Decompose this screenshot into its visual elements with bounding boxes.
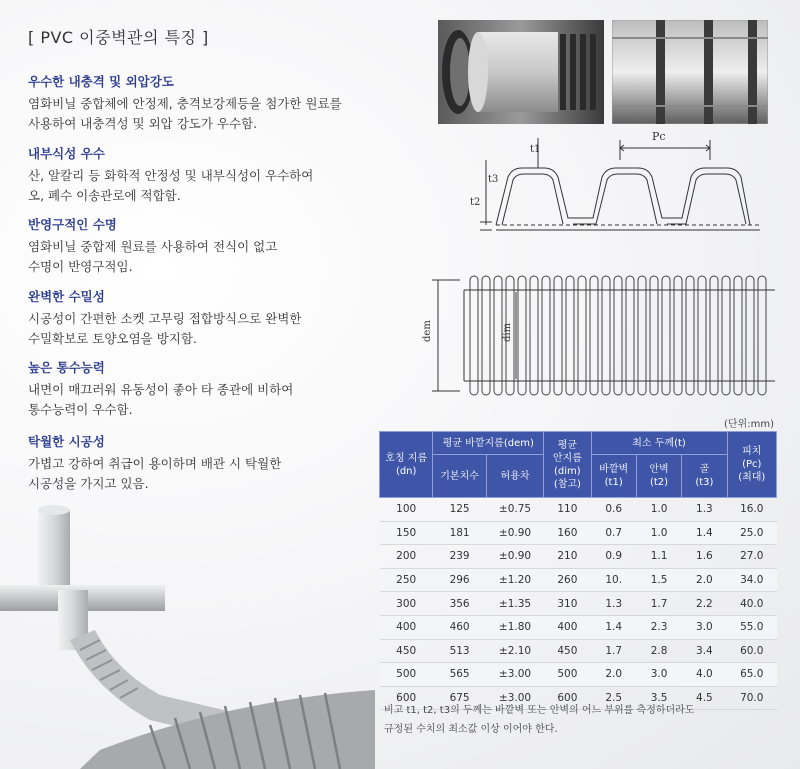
pipe-rib xyxy=(494,276,502,395)
pipe-fitting-photo xyxy=(0,490,375,769)
table-cell: ±1.35 xyxy=(486,592,543,616)
pipe-rib xyxy=(602,276,610,395)
pipe-rib xyxy=(614,276,622,395)
table-cell: 0.9 xyxy=(591,545,636,569)
feature-heading: 내부식성 우수 xyxy=(28,146,105,161)
table-cell: 125 xyxy=(433,498,486,522)
pipe-rib xyxy=(566,276,574,395)
pipe-rib xyxy=(662,276,670,395)
table-cell: 1.7 xyxy=(591,639,636,663)
unit-label: (단위:mm) xyxy=(724,419,774,430)
feature-text: 산, 알칼리 등 화학적 안정성 및 내부식성이 우수하여 오, 폐수 이송관로에 적합함. xyxy=(28,168,314,203)
table-cell: 260 xyxy=(544,568,591,592)
table-cell: 70.0 xyxy=(727,686,776,710)
pipe-rib xyxy=(638,276,646,395)
pipe-rib xyxy=(758,276,766,395)
spec-table xyxy=(379,431,777,710)
dem-label: dem xyxy=(422,320,433,342)
table-cell: 210 xyxy=(544,545,591,569)
header-inner-wall: 안벽 (t2) xyxy=(636,455,681,498)
pipe-rib xyxy=(710,276,718,395)
table-cell: 450 xyxy=(544,639,591,663)
table-row xyxy=(380,498,777,522)
feature-heading: 탁월한 시공성 xyxy=(28,434,105,449)
table-row xyxy=(380,663,777,687)
table-cell: 400 xyxy=(380,615,433,639)
table-cell: 310 xyxy=(544,592,591,616)
feature-text: 시공성이 간편한 소켓 고무링 접합방식으로 완벽한 수밀확보로 토양오염을 방지함. xyxy=(28,311,302,346)
table-row xyxy=(380,639,777,663)
feature-impact-strength xyxy=(28,72,378,134)
table-cell: 400 xyxy=(544,615,591,639)
pipe-rib xyxy=(698,276,706,395)
table-cell: 2.0 xyxy=(591,663,636,687)
table-cell: 1.6 xyxy=(682,545,727,569)
pipe-rib xyxy=(722,276,730,395)
table-cell: 500 xyxy=(544,663,591,687)
table-cell: 110 xyxy=(544,498,591,522)
table-cell: 2.3 xyxy=(636,615,681,639)
header-min-thickness: 최소 두께(t) xyxy=(591,432,727,455)
feature-flow-capacity xyxy=(28,358,378,420)
table-cell: 25.0 xyxy=(727,521,776,545)
table-cell: 65.0 xyxy=(727,663,776,687)
dim-label: dim xyxy=(502,322,513,342)
table-cell: 500 xyxy=(380,663,433,687)
pipe-rib xyxy=(542,276,550,395)
table-row xyxy=(380,521,777,545)
footnote: 비고 t1, t2, t3의 두께는 바깥벽 또는 안벽의 어느 부위를 측정하더라도 규정된 수치의 최소값 이상 이어야 한다. xyxy=(384,705,695,735)
t2-label: t2 xyxy=(470,197,481,208)
table-cell: 2.5 xyxy=(591,686,636,710)
table-cell: 513 xyxy=(433,639,486,663)
table-row xyxy=(380,545,777,569)
table-cell: 460 xyxy=(433,615,486,639)
pipe-rib xyxy=(626,276,634,395)
table-cell: 1.0 xyxy=(636,498,681,522)
feature-watertightness xyxy=(28,287,378,349)
pipe-rib xyxy=(686,276,694,395)
pipe-rib xyxy=(518,276,526,395)
feature-text: 염화비닐 중합제 원료를 사용하여 전식이 없고 수명이 반영구적임. xyxy=(28,239,278,274)
table-cell: ±3.00 xyxy=(486,686,543,710)
table-cell: 4.0 xyxy=(682,663,727,687)
pipe-socket-photo xyxy=(438,20,604,124)
table-cell: 1.7 xyxy=(636,592,681,616)
table-cell: 2.0 xyxy=(682,568,727,592)
pipe-rib xyxy=(734,276,742,395)
feature-heading: 높은 통수능력 xyxy=(28,360,105,375)
header-pitch: 피치 (Pc) (최대) xyxy=(727,432,776,498)
table-cell: 40.0 xyxy=(727,592,776,616)
feature-heading: 우수한 내충격 및 외압강도 xyxy=(28,74,174,89)
table-cell: 675 xyxy=(433,686,486,710)
table-cell: 600 xyxy=(380,686,433,710)
feature-workability xyxy=(28,432,378,494)
table-row xyxy=(380,592,777,616)
table-row xyxy=(380,568,777,592)
table-cell: 0.7 xyxy=(591,521,636,545)
feature-text: 내면이 매끄러워 유동성이 좋아 타 종관에 비하여 통수능력이 우수함. xyxy=(28,382,294,417)
table-cell: ±0.90 xyxy=(486,521,543,545)
table-cell: ±0.75 xyxy=(486,498,543,522)
table-cell: 150 xyxy=(380,521,433,545)
t1-label: t1 xyxy=(530,144,541,155)
page-title: [ PVC 이중벽관의 특징 ] xyxy=(28,28,209,47)
table-cell: 565 xyxy=(433,663,486,687)
feature-lifespan xyxy=(28,215,378,277)
pipe-rib xyxy=(578,276,586,395)
table-cell: ±0.90 xyxy=(486,545,543,569)
table-cell: 1.1 xyxy=(636,545,681,569)
table-cell: 60.0 xyxy=(727,639,776,663)
table-cell: 200 xyxy=(380,545,433,569)
table-cell: 250 xyxy=(380,568,433,592)
pipe-rib xyxy=(530,276,538,395)
table-cell: 1.3 xyxy=(682,498,727,522)
table-cell: 239 xyxy=(433,545,486,569)
feature-heading: 완벽한 수밀성 xyxy=(28,289,105,304)
table-cell: 1.3 xyxy=(591,592,636,616)
pipe-rib xyxy=(650,276,658,395)
table-cell: 3.5 xyxy=(636,686,681,710)
table-cell: 100 xyxy=(380,498,433,522)
table-cell: ±1.80 xyxy=(486,615,543,639)
table-cell: 1.0 xyxy=(636,521,681,545)
table-cell: 1.4 xyxy=(682,521,727,545)
header-basic: 기본치수 xyxy=(433,455,486,498)
header-avg-od: 평균 바깥지름(dem) xyxy=(433,432,544,455)
table-cell: 1.4 xyxy=(591,615,636,639)
t3-label: t3 xyxy=(488,174,499,185)
table-cell: 3.4 xyxy=(682,639,727,663)
table-cell: 27.0 xyxy=(727,545,776,569)
table-cell: 600 xyxy=(544,686,591,710)
corrugated-pipe-photo xyxy=(612,20,768,124)
pipe-section-diagram xyxy=(420,268,775,403)
table-cell: ±1.20 xyxy=(486,568,543,592)
table-cell: 300 xyxy=(380,592,433,616)
table-cell: 1.5 xyxy=(636,568,681,592)
table-cell: 4.5 xyxy=(682,686,727,710)
table-cell: ±2.10 xyxy=(486,639,543,663)
table-row xyxy=(380,615,777,639)
table-cell: 2.8 xyxy=(636,639,681,663)
table-cell: 10. xyxy=(591,568,636,592)
table-cell: 34.0 xyxy=(727,568,776,592)
table-cell: 296 xyxy=(433,568,486,592)
header-avg-id: 평균 안지름 (dim) (참고) xyxy=(544,432,591,498)
pipe-rib xyxy=(590,276,598,395)
pipe-rib xyxy=(470,276,478,395)
pipe-rib xyxy=(746,276,754,395)
pitch-label: Pc xyxy=(652,130,666,143)
table-cell: 450 xyxy=(380,639,433,663)
header-dn: 호칭 지름 (dn) xyxy=(380,432,433,498)
table-cell: 16.0 xyxy=(727,498,776,522)
table-cell: 0.6 xyxy=(591,498,636,522)
feature-text: 염화비닐 중합체에 안정제, 충격보강제등을 첨가한 원료를 사용하여 내충격성 및 외압 강도가 우수함. xyxy=(28,96,342,131)
table-cell: 160 xyxy=(544,521,591,545)
feature-text: 가볍고 강하여 취급이 용이하며 배관 시 탁월한 시공성을 가지고 있음. xyxy=(28,456,282,491)
header-outer-wall: 바깥벽 (t1) xyxy=(591,455,636,498)
table-cell: ±3.00 xyxy=(486,663,543,687)
table-cell: 3.0 xyxy=(636,663,681,687)
table-cell: 356 xyxy=(433,592,486,616)
pipe-rib xyxy=(554,276,562,395)
wall-profile-diagram xyxy=(430,130,760,260)
pipe-rib xyxy=(482,276,490,395)
feature-corrosion-resistance xyxy=(28,144,378,206)
table-cell: 181 xyxy=(433,521,486,545)
table-cell: 55.0 xyxy=(727,615,776,639)
pipe-rib xyxy=(674,276,682,395)
feature-heading: 반영구적인 수명 xyxy=(28,217,117,232)
table-cell: 2.2 xyxy=(682,592,727,616)
table-cell: 3.0 xyxy=(682,615,727,639)
header-tolerance: 허용차 xyxy=(486,455,543,498)
header-valley: 골 (t3) xyxy=(682,455,727,498)
